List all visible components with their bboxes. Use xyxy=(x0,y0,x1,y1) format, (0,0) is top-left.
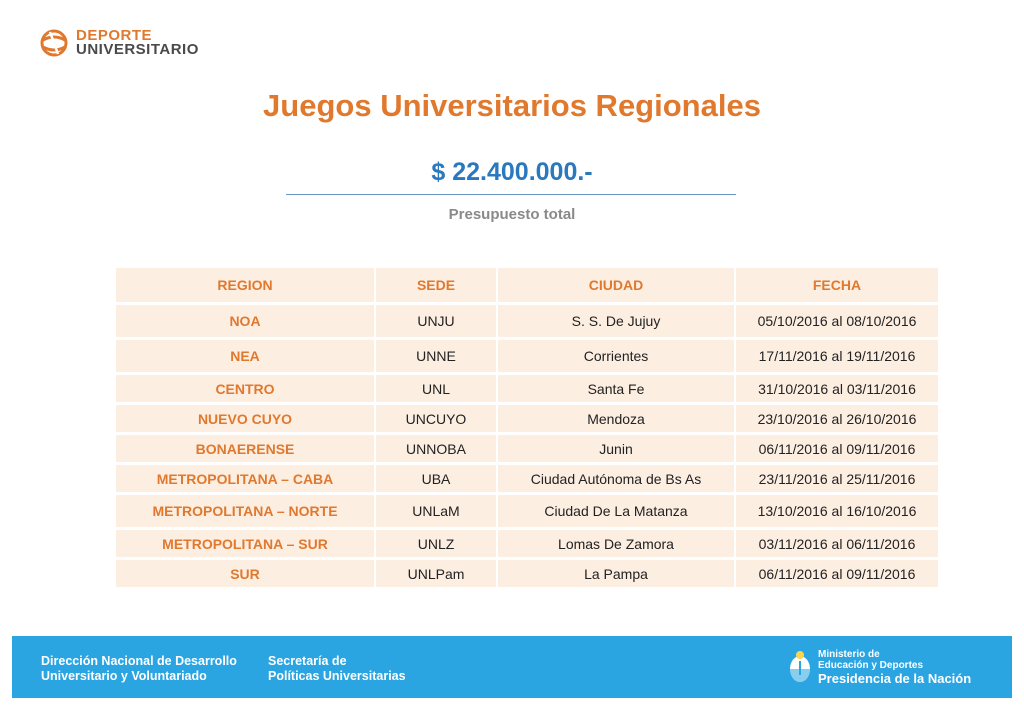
ciudad-cell: La Pampa xyxy=(498,560,734,587)
fecha-cell: 31/10/2016 al 03/11/2016 xyxy=(736,375,938,402)
sede-cell: UNL xyxy=(376,375,496,402)
fecha-cell: 17/11/2016 al 19/11/2016 xyxy=(736,340,938,372)
ciudad-cell: S. S. De Jujuy xyxy=(498,305,734,337)
sede-cell: UNLaM xyxy=(376,495,496,527)
region-cell: METROPOLITANA – SUR xyxy=(116,530,374,557)
table-row xyxy=(116,375,938,402)
column-header-fecha: FECHA xyxy=(736,268,938,302)
region-cell: BONAERENSE xyxy=(116,435,374,462)
table-header-row xyxy=(116,268,938,302)
logo-text-line2: UNIVERSITARIO xyxy=(76,41,199,58)
region-cell: CENTRO xyxy=(116,375,374,402)
table-row xyxy=(116,405,938,432)
footer-direccion-line1: Dirección Nacional de Desarrollo xyxy=(41,654,237,668)
region-cell: METROPOLITANA – NORTE xyxy=(116,495,374,527)
sede-cell: UNNE xyxy=(376,340,496,372)
budget-caption: Presupuesto total xyxy=(448,206,576,223)
budget-divider xyxy=(286,194,736,195)
table-row xyxy=(116,305,938,337)
fecha-cell: 06/11/2016 al 09/11/2016 xyxy=(736,435,938,462)
region-cell: NEA xyxy=(116,340,374,372)
deporte-universitario-logo xyxy=(38,26,199,60)
argentina-coat-of-arms-icon xyxy=(788,650,812,684)
region-cell: METROPOLITANA – CABA xyxy=(116,465,374,492)
ciudad-cell: Ciudad Autónoma de Bs As xyxy=(498,465,734,492)
table-row xyxy=(116,465,938,492)
footer-ministerio-line3: Presidencia de la Nación xyxy=(818,671,972,686)
logo-text-line1: DEPORTE xyxy=(76,27,153,44)
fecha-cell: 23/11/2016 al 25/11/2016 xyxy=(736,465,938,492)
sede-cell: UNLZ xyxy=(376,530,496,557)
fecha-cell: 13/10/2016 al 16/10/2016 xyxy=(736,495,938,527)
footer-banner xyxy=(12,636,1012,698)
sede-cell: UNCUYO xyxy=(376,405,496,432)
column-header-region: REGION xyxy=(116,268,374,302)
ciudad-cell: Mendoza xyxy=(498,405,734,432)
sede-cell: UNNOBA xyxy=(376,435,496,462)
fecha-cell: 06/11/2016 al 09/11/2016 xyxy=(736,560,938,587)
column-header-ciudad: CIUDAD xyxy=(498,268,734,302)
page-title: Juegos Universitarios Regionales xyxy=(263,88,761,123)
footer-direccion xyxy=(41,654,237,684)
ciudad-cell: Santa Fe xyxy=(498,375,734,402)
table-row xyxy=(116,495,938,527)
region-cell: SUR xyxy=(116,560,374,587)
region-cell: NUEVO CUYO xyxy=(116,405,374,432)
fecha-cell: 23/10/2016 al 26/10/2016 xyxy=(736,405,938,432)
footer-ministerio-line1: Ministerio de xyxy=(818,649,880,660)
table-row xyxy=(116,435,938,462)
ciudad-cell: Ciudad De La Matanza xyxy=(498,495,734,527)
fecha-cell: 05/10/2016 al 08/10/2016 xyxy=(736,305,938,337)
sede-cell: UBA xyxy=(376,465,496,492)
footer-secretaria-line2: Políticas Universitarias xyxy=(268,669,406,683)
table-row xyxy=(116,560,938,587)
regions-table xyxy=(114,265,940,590)
ciudad-cell: Corrientes xyxy=(498,340,734,372)
footer-ministerio xyxy=(818,649,971,686)
table-row xyxy=(116,340,938,372)
ciudad-cell: Junin xyxy=(498,435,734,462)
fecha-cell: 03/11/2016 al 06/11/2016 xyxy=(736,530,938,557)
table-row xyxy=(116,530,938,557)
sede-cell: UNJU xyxy=(376,305,496,337)
ciudad-cell: Lomas De Zamora xyxy=(498,530,734,557)
region-cell: NOA xyxy=(116,305,374,337)
footer-secretaria-line1: Secretaría de xyxy=(268,654,347,668)
budget-amount: $ 22.400.000.- xyxy=(431,158,593,186)
column-header-sede: SEDE xyxy=(376,268,496,302)
footer-ministerio-line2: Educación y Deportes xyxy=(818,660,924,671)
footer-secretaria xyxy=(268,654,406,684)
deporte-universitario-logo-icon xyxy=(38,28,70,58)
footer-direccion-line2: Universitario y Voluntariado xyxy=(41,669,207,683)
sede-cell: UNLPam xyxy=(376,560,496,587)
